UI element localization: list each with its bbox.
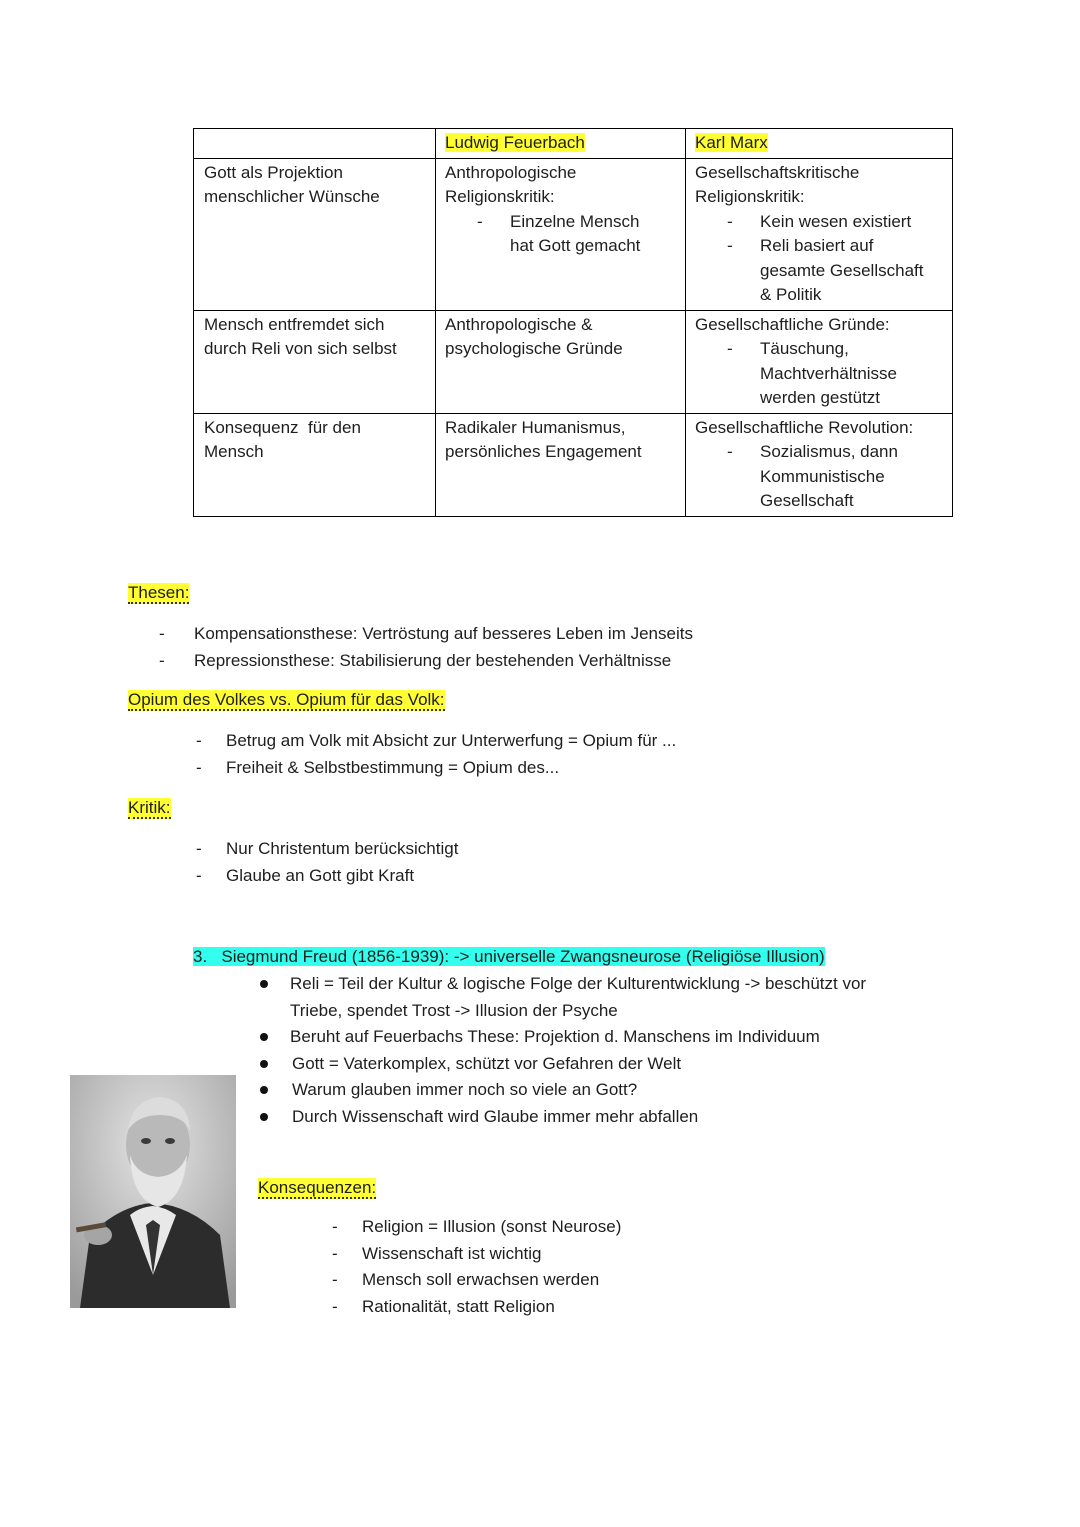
list-item: - Reli basiert auf gesamte Gesellschaft & Politik bbox=[695, 234, 942, 308]
list-item: - Glaube an Gott gibt Kraft bbox=[226, 863, 458, 890]
list-item: - Wissenschaft ist wichtig bbox=[362, 1241, 621, 1268]
row-label: Konsequenz für den Mensch bbox=[194, 413, 436, 516]
marx-cell: Gesellschaftliche Gründe: - Täuschung, Machtverhältnisse werden gestützt bbox=[686, 310, 953, 413]
list-item: - Sozialismus, dann Kommunistische Gesellschaft bbox=[695, 440, 942, 514]
header-cell-marx: Karl Marx bbox=[686, 129, 953, 159]
list-item: Warum glauben immer noch so viele an Gott? bbox=[290, 1077, 990, 1104]
list-item: - Kein wesen existiert bbox=[695, 210, 942, 235]
table-row bbox=[194, 310, 953, 413]
row-label: Gott als Projektion menschlicher Wünsche bbox=[194, 158, 436, 310]
feuerbach-cell: Anthropologische & psychologische Gründe bbox=[436, 310, 686, 413]
portrait-icon bbox=[70, 1075, 236, 1308]
feuerbach-cell: Anthropologische Religionskritik: - Einzelne Mensch hat Gott gemacht bbox=[436, 158, 686, 310]
list-item: Durch Wissenschaft wird Glaube immer mehr abfallen bbox=[290, 1104, 990, 1131]
row-label: Mensch entfremdet sich durch Reli von sich selbst bbox=[194, 310, 436, 413]
konsequenzen-title: Konsequenzen: bbox=[258, 1178, 377, 1197]
list-item: - Religion = Illusion (sonst Neurose) bbox=[362, 1214, 621, 1241]
kritik-title: Kritik: bbox=[128, 798, 171, 817]
list-item: - Nur Christentum berücksichtigt bbox=[226, 836, 458, 863]
marx-cell: Gesellschaftskritische Religionskritik: - Kein wesen existiert - Reli basiert auf gesamte Gesellschaft & Politik bbox=[686, 158, 953, 310]
konsequenzen-list bbox=[362, 1214, 621, 1320]
freud-heading: 3. Siegmund Freud (1856-1939): -> universelle Zwangsneurose (Religiöse Illusion) bbox=[193, 947, 825, 966]
marx-cell: Gesellschaftliche Revolution: - Sozialismus, dann Kommunistische Gesellschaft bbox=[686, 413, 953, 516]
table-header-row bbox=[194, 129, 953, 159]
portrait-photo bbox=[70, 1075, 236, 1308]
list-item: Gott = Vaterkomplex, schützt vor Gefahren der Welt bbox=[290, 1051, 990, 1078]
comparison-table bbox=[193, 128, 953, 517]
table-row bbox=[194, 158, 953, 310]
list-item: - Rationalität, statt Religion bbox=[362, 1294, 621, 1321]
thesen-list bbox=[194, 621, 693, 674]
list-item: - Mensch soll erwachsen werden bbox=[362, 1267, 621, 1294]
list-item: - Kompensationsthese: Vertröstung auf besseres Leben im Jenseits bbox=[194, 621, 693, 648]
feuerbach-cell: Radikaler Humanismus, persönliches Engagement bbox=[436, 413, 686, 516]
list-item: - Repressionsthese: Stabilisierung der bestehenden Verhältnisse bbox=[194, 648, 693, 675]
list-item: Beruht auf Feuerbachs These: Projektion d. Manschens im Individuum bbox=[290, 1024, 990, 1051]
kritik-list bbox=[226, 836, 458, 889]
list-item: Reli = Teil der Kultur & logische Folge der Kulturentwicklung -> beschützt vor Triebe, spendet Trost -> Illusion der Psyche bbox=[290, 971, 990, 1024]
list-item: - Einzelne Mensch hat Gott gemacht bbox=[445, 210, 675, 259]
list-item: - Freiheit & Selbstbestimmung = Opium des... bbox=[226, 755, 676, 782]
table-row bbox=[194, 413, 953, 516]
freud-bullet-list bbox=[290, 971, 990, 1130]
list-item: - Betrug am Volk mit Absicht zur Unterwerfung = Opium für ... bbox=[226, 728, 676, 755]
list-item: - Täuschung, Machtverhältnisse werden gestützt bbox=[695, 337, 942, 411]
opium-title: Opium des Volkes vs. Opium für das Volk: bbox=[128, 690, 445, 709]
header-cell-feuerbach: Ludwig Feuerbach bbox=[436, 129, 686, 159]
thesen-title: Thesen: bbox=[128, 583, 190, 602]
header-cell-empty bbox=[194, 129, 436, 159]
opium-list bbox=[226, 728, 676, 781]
